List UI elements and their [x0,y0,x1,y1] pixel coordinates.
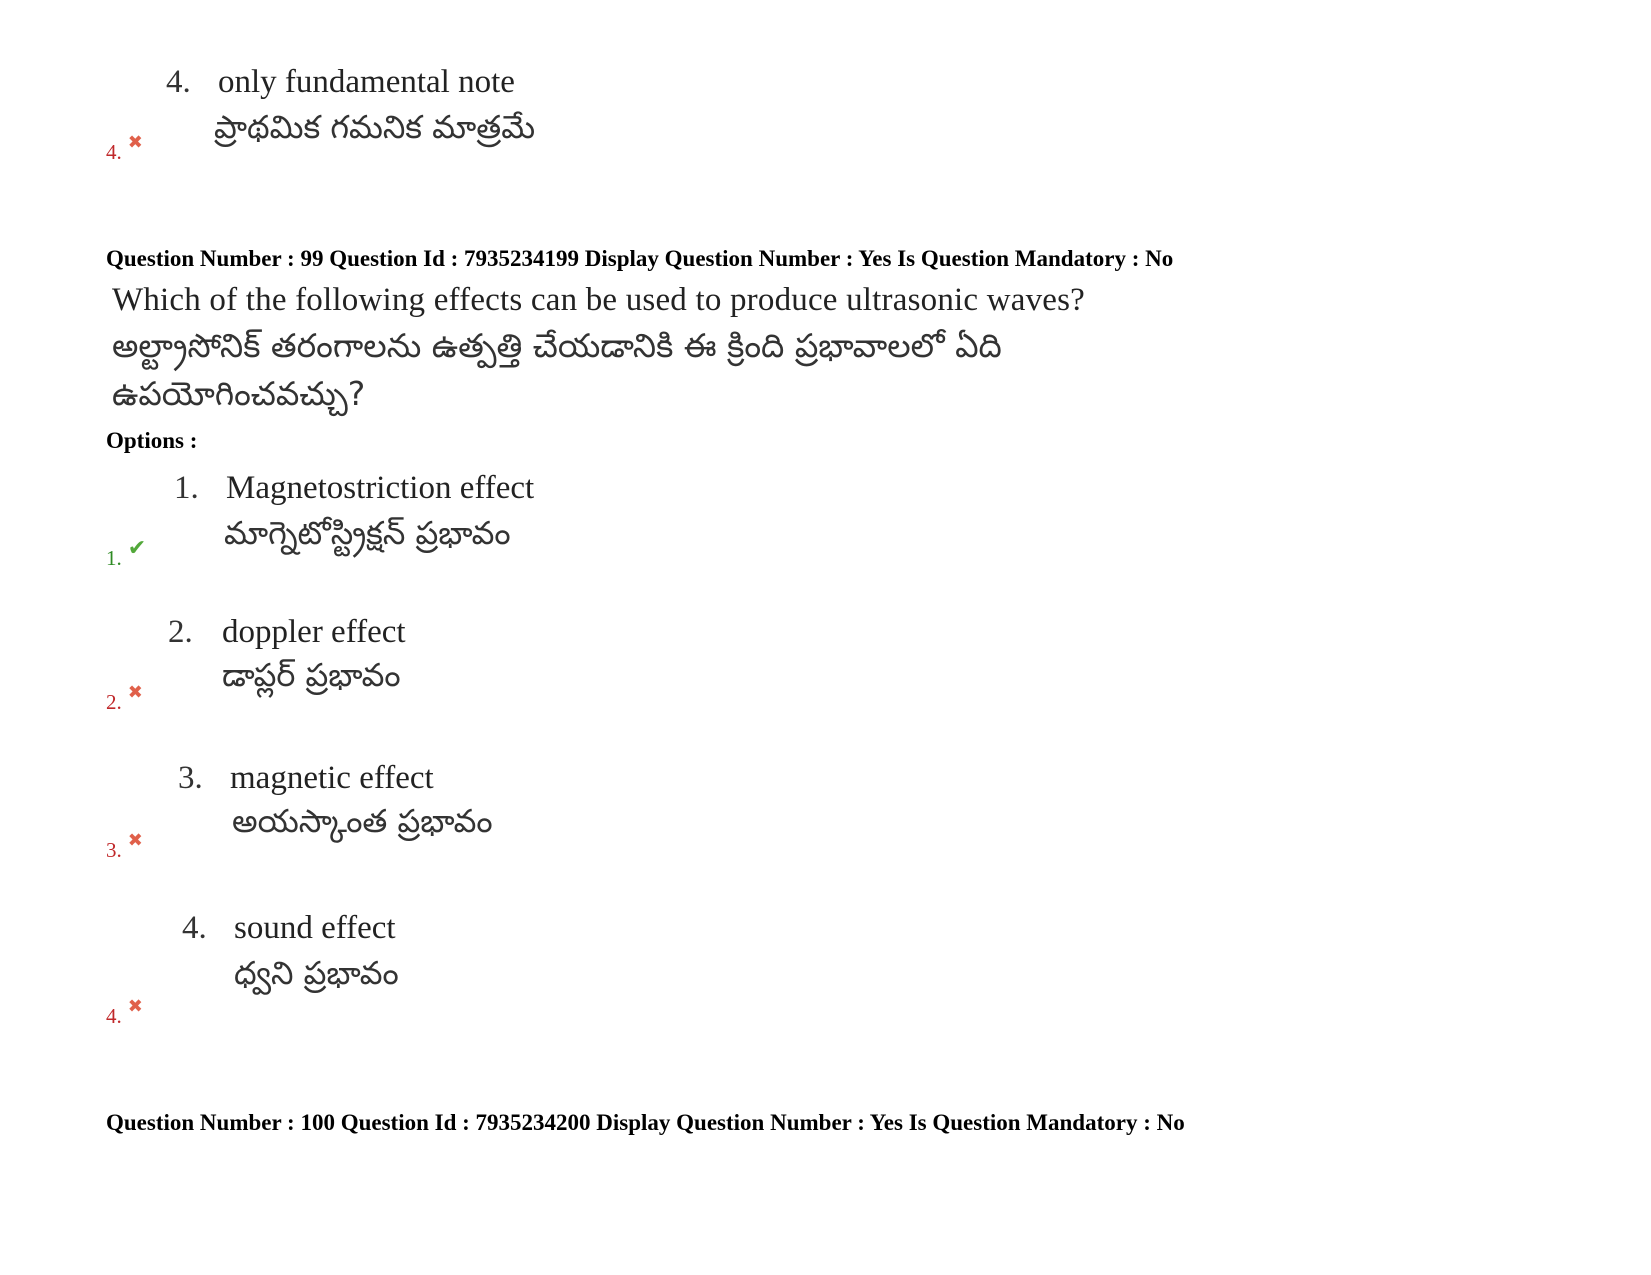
option-2-english: doppler effect [222,614,406,650]
cross-icon: ✖ [127,682,143,703]
option-3-marker [106,830,143,863]
option-1-marker [106,536,147,571]
option-2-telugu: డాప్లర్ ప్రభావం [222,656,401,694]
marker-number: 4. [106,1004,122,1028]
option-4-number: 4. [182,910,207,946]
option-3-telugu: అయస్కాంత ప్రభావం [232,802,493,840]
option-4-telugu: ధ్వని ప్రభావం [234,954,399,992]
prev-option-4-telugu: ప్రాథమిక గమనిక మాత్రమే [214,108,536,146]
option-2-marker [106,682,143,715]
prev-option-4-marker [106,132,143,165]
marker-number: 4. [106,140,122,164]
option-1-english: Magnetostriction effect [226,470,535,506]
marker-number: 2. [106,690,122,714]
question-99-text-english: Which of the following effects can be used to produce ultrasonic waves? [112,282,1086,318]
option-4-marker [106,996,143,1029]
options-label: Options : [106,428,198,453]
marker-number: 1. [106,546,122,570]
option-3-number: 3. [178,760,203,796]
question-99-text-telugu-line2: ఉపయోగించవచ్చు? [112,374,366,413]
prev-option-4-english: only fundamental note [218,64,515,100]
option-1-telugu: మాగ్నెటోస్ట్రిక్షన్ ప్రభావం [224,514,511,552]
option-4-english: sound effect [234,910,396,946]
option-1-number: 1. [174,470,199,506]
option-3-english: magnetic effect [230,760,434,796]
question-99-text-telugu-line1: అల్ట్రాసోనిక్ తరంగాలను ఉత్పత్తి చేయడానికి ఈ క్రింది ప్రభావాలలో ఏది [112,326,1002,365]
question-99-meta: Question Number : 99 Question Id : 7935234199 Display Question Number : Yes Is Question Mandatory : No [106,246,1174,271]
cross-icon: ✖ [127,830,143,851]
option-2-number: 2. [168,614,193,650]
check-icon: ✔ [127,536,147,561]
question-100-meta: Question Number : 100 Question Id : 7935234200 Display Question Number : Yes Is Question Mandatory : No [106,1110,1185,1135]
cross-icon: ✖ [127,996,143,1017]
marker-number: 3. [106,838,122,862]
cross-icon: ✖ [127,132,143,153]
prev-option-4-number: 4. [166,64,191,100]
